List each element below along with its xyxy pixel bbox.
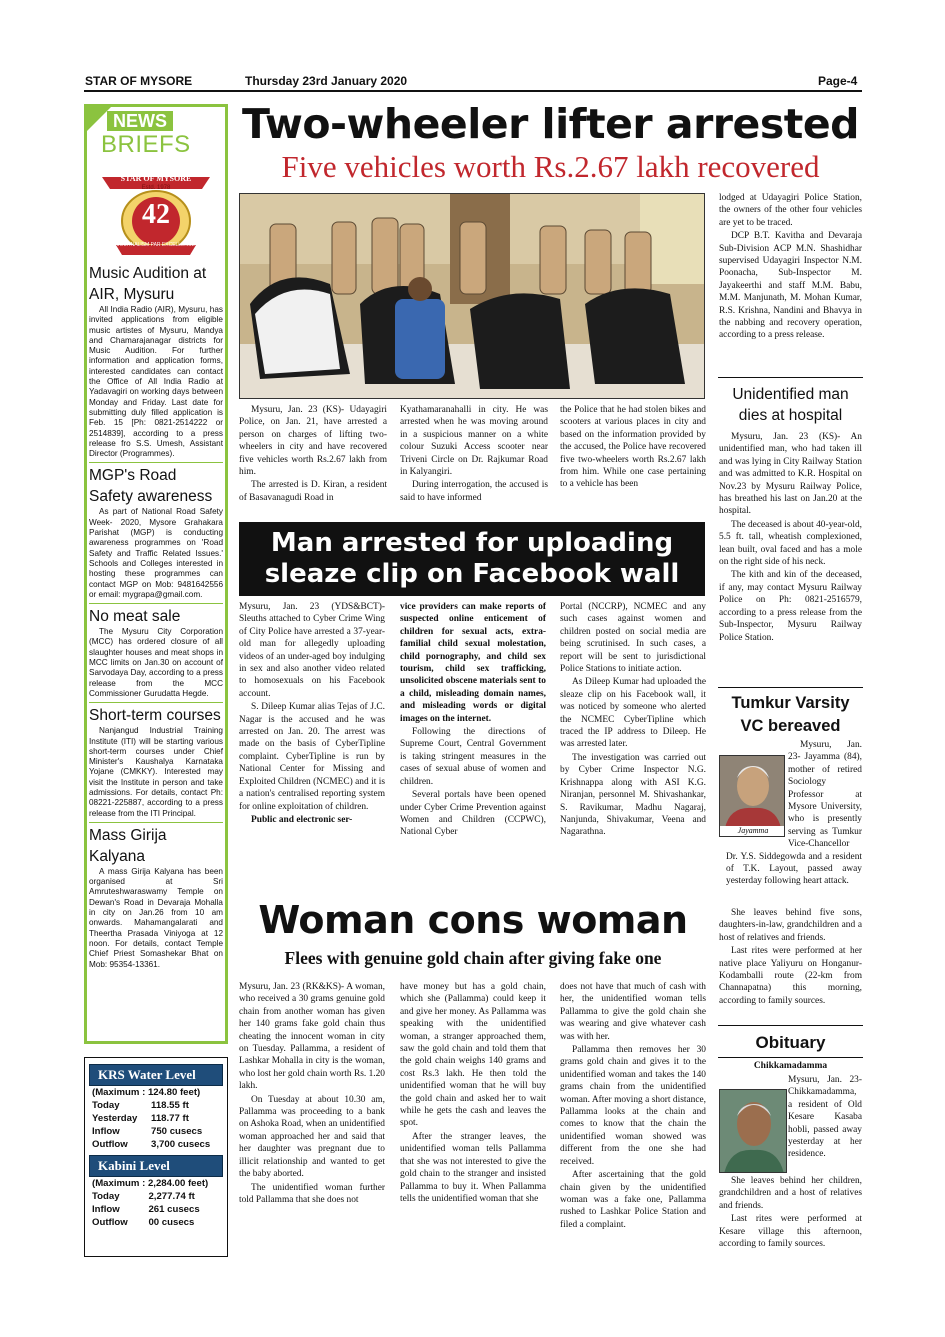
story1-paragraph: During interrogation, the accused is said to have informed (400, 480, 548, 503)
brief-title: Music Audition at AIR, Mysuru (89, 265, 207, 303)
emblem-years: 42 (142, 199, 170, 230)
story3-col3 (560, 981, 706, 1232)
divider (718, 687, 863, 688)
story4-paragraph: The kith and kin of the deceased, if any, may contact Mysuru Railway Police on Ph: 0821-2516579, according to a press release from the Sub-Inspector, Mysuru Railway Police Station. (719, 570, 862, 643)
story3-paragraph: After ascertaining that the gold chain given by the unidentified woman was a fake one, Pallamma rushed to Lashkar Police Station and filed a complaint. (560, 1170, 706, 1230)
obituary-lead-text: Mysuru, Jan. 23- Chikkamadamma, a resident of Old Kesare Kasaba hobli, passed away yesterday at her residence. (788, 1075, 862, 1160)
brief-music-audition (89, 263, 223, 459)
kabini-title: Kabini Level (89, 1155, 223, 1177)
story2-paragraph: S. Dileep Kumar alias Tejas of J.C. Nagar is the accused and he was arrested on Jan. 20. The arrest was made on the basis of CyberTipline complaint. CyberTipline is run by National Center for Missing and Exploited Children (NCMEC) and it is a nation's centralised reporting system for online exploitation of children. (239, 702, 385, 812)
emblem-est: Estd. 1978 (141, 185, 171, 191)
story2-paragraph: Mysuru, Jan. 23 (YDS&BCT)- Sleuths attached to Cyber Crime Wing of City Police have arrested a 37-year-old man for allegedly uploading videos of an under-aged boy indulging in sex and also another video related to homosexuals on his Facebook account. (239, 602, 385, 699)
brief-title: Mass Girija Kalyana (89, 826, 167, 865)
story4-body (719, 431, 862, 645)
story2-paragraph: Several portals have been opened under Cyber Crime Prevention against Women and Children (CCPWC), National Cyber (400, 790, 546, 838)
paper-name: STAR OF MYSORE (85, 74, 193, 88)
kabini-value: 2,277.74 ft (148, 1191, 195, 1202)
krs-label: Inflow (92, 1126, 120, 1137)
story1-paragraph: DCP B.T. Kavitha and Devaraja Sub-Division ACP M.N. Shashidhar supervised Udayagiri Inspector N.M. Poonacha, Sub-Inspector M. Jayakeerthi and staff M.M. Babu, M.M. Manjunath, M. Mohan Kumar, R.S. Krishna, Nandini and Bhavya in the nabbing and recovery operation, according to a press release. (719, 231, 862, 341)
krs-value: 118.55 ft (151, 1100, 189, 1111)
divider (718, 377, 863, 378)
brief-body: As part of National Road Safety Week- 2020, Mysore Grahakara Parishat (MGP) is conducting awareness programmes on 'Road Safety and Traffic Related Issues.' Schools and Colleges interested in hosting these programmes can contact MGP on Mob: 9481642556 or email: mygrapa@gmail.com. (89, 507, 223, 599)
story5-headline: Tumkur Varsity VC bereaved (731, 694, 850, 735)
arrest-photo (239, 193, 705, 399)
issue-date: Thursday 23rd January 2020 (245, 74, 408, 88)
story4-paragraph: Mysuru, Jan. 23 (KS)- An unidentified man, who had taken ill and was lying in City Railway Station and was admitted to K.R. Hospital on Nov.23 by Mysuru Railway Police, has breathed his last on Jan.20 at the hospital. (719, 432, 862, 517)
header-rule (84, 90, 862, 92)
kabini-label: Today (92, 1191, 120, 1202)
kabini-value: 00 cusecs (148, 1217, 195, 1228)
story1-paragraph: the Police that he had stolen bikes and scooters at various places in city and based on the information provided by the accused, the Police have recovered five two-wheelers worth Rs.2.67 lakh from him. While one case pertaining to a vehicle has been (560, 405, 706, 490)
krs-value: 3,700 cusecs (151, 1139, 211, 1150)
brief-body: A mass Girija Kalyana has been organised at Sri Amruteshwaraswamy Temple on Dewan's Road in Devaraja Mohalla in city on Jan.26 from 10 am onwards. Mahamangalarati and Theertha Prasada Viniyoga at 12 noon. For details, contact Temple Chief Priest Somashekar Bhat on Mob: 95354-13361. (89, 866, 223, 969)
story2-paragraph-bold: vice providers can make reports of suspected online enticement of children for sexual acts, extra-familial child sexual molestation, child pornography, and child sex tourism, child sex trafficking, unsolicited obscene materials sent to a child, misleading domain names, and misleading words or digital images on the internet. (400, 602, 546, 724)
story2-col2 (400, 601, 546, 840)
story3-paragraph: Mysuru, Jan. 23 (RK&KS)- A woman, who received a 30 grams genuine gold chain from another woman has given her 140 grams fake gold chain thus cheating the innocent woman in city on Tuesday. Pallamma, a resident of Lashkar Mohalla in city is the woman, who lost her gold chain worth Rs. 1.20 lakh. (239, 982, 385, 1092)
story2-paragraph: The investigation was carried out by Cyber Crime Inspector N.G. Krishnappa along with ASI K.G. Niranjan, personnel M. Shivashankar, S. Ravikumar, Madhu Nagaraj, Nanjunda, Shivakumar, Veena and Nagarathna. (560, 752, 706, 838)
brief-road-safety (89, 462, 223, 600)
story1-headline: Two-wheeler lifter arrested (242, 100, 859, 148)
photo-spacer (726, 739, 788, 842)
story1-paragraph: lodged at Udayagiri Police Station, the owners of the other four vehicles are yet to be traced. (719, 193, 862, 228)
krs-value: 118.77 ft (151, 1113, 189, 1124)
obituary-paragraph: Last rites were performed at Kesare village this afternoon, according to family sources. (719, 1214, 862, 1250)
water-level-box (84, 1057, 228, 1257)
obituary-body (719, 1175, 862, 1251)
story4-headline: Unidentified man dies at hospital (732, 386, 849, 424)
story1-paragraph: Mysuru, Jan. 23 (KS)- Udayagiri Police, on Jan. 21, have arrested a person on charges of lifting two-wheelers in city and have recovered five vehicles worth Rs.2.67 lakh from him. (239, 405, 387, 478)
story2-headline-line2: sleaze clip on Facebook wall (264, 559, 680, 589)
kabini-label: Inflow (92, 1204, 120, 1215)
story3-col2 (400, 981, 546, 1206)
story3-paragraph: have money but has a gold chain, which she (Pallamma) could keep it and give her money. As Pallamma was speaking with the unidentified woman, a stranger approached them, saw the gold chain and told them that the gold chain weighs 140 grams and cost Rs.3 lakh. He then told the unidentified woman that he will buy the gold chain and asked her to wait while he gets the cash and leaves the spot. (400, 982, 546, 1129)
emblem-motto: JOURNALISM PAR EXCELLENCE (117, 242, 195, 248)
obituary-name: Chikkamadamma (753, 1061, 828, 1071)
krs-title: KRS Water Level (89, 1064, 223, 1086)
obituary-paragraph: She leaves behind her children, grandchildren and a host of relatives and friends. (719, 1176, 862, 1211)
obituary-headline: Obituary (755, 1033, 826, 1052)
story3-col1 (239, 981, 385, 1207)
story1-paragraph: Kyathamaranahalli in city. He was arrested when he was moving around in a suspicious manner on a white colour Suzuki Access scooter near Triveni Circle on Dr. Rajkumar Road in Kalyangiri. (400, 405, 548, 478)
brief-body: All India Radio (AIR), Mysuru, has invited applications from eligible music artistes of Mysuru, Mandya and Chamarajanagar districts for Music Audition. For further information and application forms, interested candidates can contact the Office of All India Radio at Yadavagiri on working days between Monday and Friday. Last date for submitting duly filled application is Feb. 15 [Ph: 0821-2514222 or 2514839], according to a press release fro S.S. Umesh, Assistant Director (Programmes). (89, 305, 223, 459)
story1-paragraph: The arrested is D. Kiran, a resident of Basavanagudi Road in (239, 480, 387, 503)
story2-col3 (560, 601, 706, 840)
obituary-lead (726, 1074, 862, 1174)
krs-max: (Maximum : 124.80 feet) (92, 1087, 201, 1098)
story3-paragraph: Pallamma then removes her 30 grams gold chain and gives it to the unidentified woman and takes the 140 grams chain from the unidentified woman. After moving a short distance, Pallamma looks at the chain and comes to know that the chain the unidentified woman showed was different from the one she had received. (560, 1045, 706, 1167)
story5-body (719, 907, 862, 1008)
brief-title: Short-term courses (89, 707, 221, 725)
kabini-max: (Maximum : 2,284.00 feet) (92, 1178, 209, 1189)
story1-col1 (239, 404, 387, 505)
story1-col2 (400, 404, 548, 505)
kabini-label: Outflow (92, 1217, 128, 1228)
emblem-name: STAR OF MYSORE (120, 174, 192, 183)
story2-col1 (239, 601, 385, 827)
brief-title: No meat sale (89, 608, 181, 626)
story2-paragraph: Following the directions of Supreme Court, Central Government is taking stringent measures in the cases of sexual abuse of women and children. (400, 727, 546, 787)
divider (718, 1025, 863, 1026)
photo-spacer (726, 1074, 788, 1174)
brief-girija (89, 822, 223, 970)
story3-paragraph: The unidentified woman further told Pallamma that she does not (239, 1182, 385, 1205)
police-group-photo-icon (240, 194, 705, 399)
brief-body: Nanjangud Industrial Training Institute (ITI) will be starting various short-term courses under Chief Minister's Kaushalya Karnataka Yojane (CMKKY). Interested may visit the Institute in person and take admissions. For details, contact Ph: 08221-225887, according to a press release from the ITI Principal. (89, 726, 223, 818)
briefs-logo-top: NEWS (107, 111, 173, 131)
story1-col4 (719, 192, 862, 343)
story3-paragraph: does not have that much of cash with her, the unidentified woman tells Pallamma to give the gold chain she was wearing and give whatever cash was with her. (560, 982, 706, 1042)
brief-title: MGP's Road Safety awareness (89, 467, 213, 506)
page-number: Page-4 (818, 74, 858, 88)
story2-paragraph: As Dileep Kumar had uploaded the sleaze clip on his Facebook wall, it was noticed by someone who alerted the NCMEC CyberTipline which traced the IP address to Dileep. He was arrested later. (560, 677, 706, 750)
brief-short-term (89, 702, 223, 819)
brief-no-meat (89, 603, 223, 699)
story2-headline-line1: Man arrested for uploading (270, 528, 674, 558)
briefs-logo (87, 107, 225, 161)
story5-lead-text: Mysuru, Jan. 23- Jayamma (84), mother of retired Sociology Professor at Mysore University, who is presently serving as Tumkur Vice-Chancellor Dr. Y.S. Siddegowda and a resident of T.K. Layout, passed away yesterday following heart attack. (726, 740, 862, 887)
jayamma-caption: Jayamma (720, 826, 785, 836)
krs-label: Outflow (92, 1139, 128, 1150)
story1-col3 (560, 404, 706, 492)
krs-label: Yesterday (92, 1113, 138, 1124)
story3-paragraph: After the stranger leaves, the unidentified woman tells Pallamma that she was not interested to give the gold chain to the stranger and insisted Pallamma to buy it. When Pallamma tells the unidentified woman that she (400, 1131, 546, 1204)
story5-paragraph: Last rites were performed at her native place Yaliyuru on Honganur-Kodamballi route (22-km from Channapatna) this morning, according to family sources. (719, 946, 862, 1006)
story2-paragraph: Portal (NCCRP), NCMEC and any such cases against women and children posted on social media are being scrutinised. In such cases, a report will be sent to jurisdictional Police Stations to initiate action. (560, 602, 706, 675)
story3-headline: Woman cons woman (258, 898, 688, 942)
story2-headline-box (239, 522, 705, 596)
news-briefs-box (84, 104, 228, 1044)
story2-paragraph-bold: Public and electronic ser- (251, 814, 353, 825)
story5-paragraph: She leaves behind five sons, daughters-in-law, grandchildren and a host of relatives and friends. (719, 908, 862, 943)
story5-lead (726, 739, 862, 889)
briefs-logo-bottom: BRIEFS (101, 131, 191, 158)
story1-subhead: Five vehicles worth Rs.2.67 lakh recovered (281, 149, 820, 184)
story3-paragraph: On Tuesday at about 10.30 am, Pallamma was proceeding to a bank on Ashoka Road, when an unidentified woman approached her and said that her daughter was pregnant due to illicit relationship and wanted to get the baby aborted. (239, 1094, 385, 1180)
story4-paragraph: The deceased is about 40-year-old, 5.5 ft. tall, wheatish complexioned, lean built, oval faced and has a mole on the right side of his neck. (719, 519, 862, 568)
krs-value: 750 cusecs (151, 1126, 203, 1137)
divider (718, 1057, 863, 1058)
kabini-value: 261 cusecs (148, 1204, 200, 1215)
krs-label: Today (92, 1100, 120, 1111)
brief-body: The Mysuru City Corporation (MCC) has ordered closure of all slaughter houses and meat shops in MCC limits on Jan.30 on account of Sarvodaya Day, according to a press release from the MCC Commissioner Gurudatta Hegde. (89, 627, 223, 698)
story3-subhead: Flees with genuine gold chain after giving fake one (284, 948, 662, 968)
